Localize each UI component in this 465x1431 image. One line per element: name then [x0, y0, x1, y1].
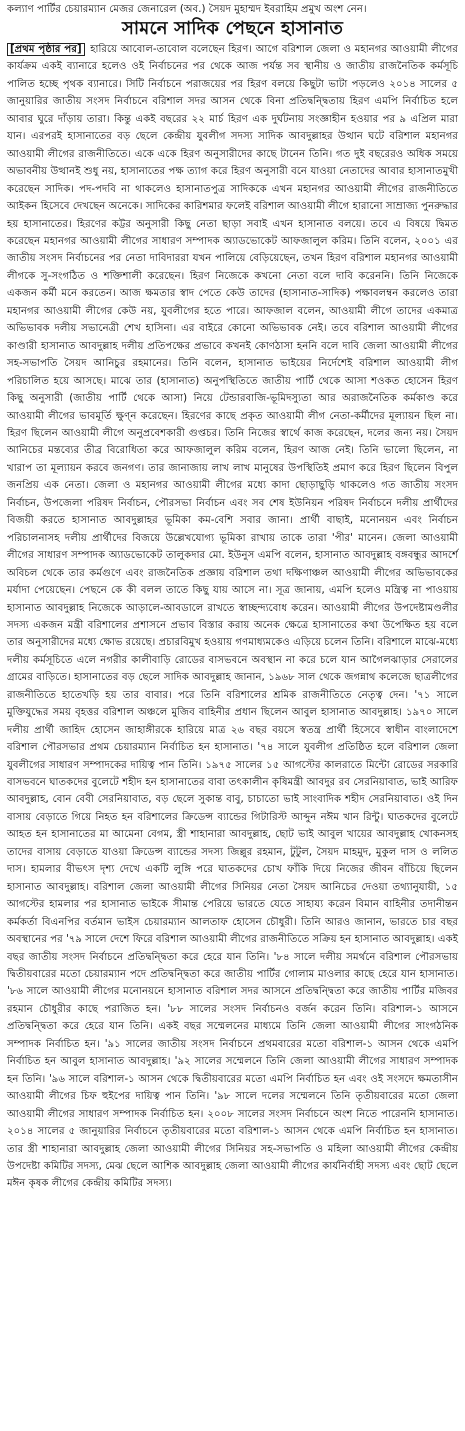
- previous-article-tail: কল্যাণ পার্টির চেয়ারম্যান মেজর জেনারেল (অব.) সৈয়দ মুহাম্মদ ইবরাহিম প্রমুখ অংশ নেন।: [7, 4, 367, 15]
- article-headline: সামনে সাদিক পেছনে হাসানাত: [121, 18, 344, 39]
- article-body: [7, 41, 458, 1193]
- continuation-label: [প্রথম পৃষ্ঠার পর]: [7, 43, 85, 56]
- article-text: হারিয়ে আবোল-তাবোল বলেছেন হিরণ। আগে বরিশাল জেলা ও মহানগর আওয়ামী লীগের কার্যক্রম একই ব্যানারে হলেও ওই নির্বাচনের পর থেকে আজ পর্যন্ত সব স্থানীয় ও জাতীয় রাজনৈতিক কর্মসূচি পালিত হচ্ছে পৃথক ব্যানারে। সিটি নির্বাচনে পরাজয়ের পর হিরণ বলয়ে কিছুটা ভাটা পড়লেও ২০১৪ সালের ৫ জানুয়ারির জাতীয় সংসদ নির্বাচনে বরিশাল সদর আসন থেকে বিনা প্রতিদ্বন্দ্বিতায় হিরণ এমপি নির্বাচিত হলে আবার ঘুরে দাঁড়ায় তারা। কিন্তু একই বছরের ২২ মার্চ হিরণ এক দুর্ঘটনায় সংজ্ঞাহীন হওয়ার পর ৯ এপ্রিল মারা যান। এরপরই হাসানাতের বড় ছেলে কেন্দ্রীয় যুবলীগ সদস্য সাদিক আবদুল্লাহর উত্থান ঘটে বরিশাল মহানগর আওয়ামী লীগের রাজনীতিতে। একে একে হিরণ অনুসারীদের কাছে টানেন তিনি। গত দুই বছরেরও অধিক সময়ে অভাবনীয় উত্থানই শুধু নয়, হাসানাতের পক্ষ ত্যাগ করে হিরণ অনুসারী বনে যাওয়া নেতাদের আবার হাসানাতমুখী করেছেন সাদিক। পদ-পদবি না থাকলেও হাসানাতপুত্র সাদিককে এখন মহানগর আওয়ামী লীগের রাজনীতিতে আইকন হিসেবে দেখছেন অনেকে। সাদিকের কারিশমার ফলেই বরিশাল আওয়ামী লীগে হারানো সাম্রাজ্য পুনরুদ্ধার হয় হাসানাতের। হিরণের কট্টর অনুসারী কিছু নেতা ছাড়া সবাই এখন হাসানাত বলয়ে। তবে এ বিষয়ে দ্বিমত করেছেন মহানগর আওয়ামী লীগের সাধারণ সম্পাদক অ্যাডভোকেট আফজালুল করিম। তিনি বলেন, ২০০১ এর জাতীয় সংসদ নির্বাচনের পর নেতা দাবিদাররা যখন পালিয়ে বেড়িয়েছেন, তখন হিরণ বরিশাল মহানগর আওয়ামী লীগকে সু-সংগঠিত ও শক্তিশালী করেছেন। হিরণ নিজেকে কখনো নেতা বলে দাবি করেননি। তিনি নিজেকে একজন কর্মী মনে করতেন। আজ ক্ষমতার স্বাদ পেতে কেউ তাদের (হাসানাত-সাদিক) পক্ষাবলম্বন করলেও তারা মহানগর আওয়ামী লীগের কেউ নয়, যুবলীগের হতে পারে। আফজাল বলেন, আওয়ামী লীগে তাদের একমাত্র অভিভাবক দলীয় সভানেত্রী শেখ হাসিনা। এর বাইরে কোনো অভিভাবক নেই। তবে বরিশাল আওয়ামী লীগের কাণ্ডারী হাসানাত আবদুল্লাহ দলীয় প্রতিপক্ষের প্রভাবে কখনই কোণঠাসা হননি বলে দাবি জেলা আওয়ামী লীগের সহ-সভাপতি সৈয়দ আনিচুর রহমানের। তিনি বলেন, হাসানাত ভাইয়ের নির্দেশেই বরিশাল আওয়ামী লীগ পরিচালিত হয়ে আসছে। মাঝে তার (হাসানাত) অনুপস্থিতিতে জাতীয় পার্টি থেকে আসা শওকত হোসেন হিরণ কিছু অনুসারী (জাতীয় পার্টি থেকে আসা) নিয়ে টেন্ডারবাজি-ভূমিদস্যুতা আর অরাজনৈতিক কর্মকাণ্ড করে আওয়ামী লীগের ভাবমূর্তি ক্ষুণ্ন করেছেন। হিরণের কাছে প্রকৃত আওয়ামী লীগ নেতা-কর্মীদের মূল্যায়ন ছিল না। হিরণ ছিলেন আওয়ামী লীগে অনুপ্রবেশকারী গুপ্তচর। তিনি নিজের স্বার্থে কাজ করেছেন, দলের জন্য নয়। সৈয়দ আনিচের মন্তব্যের তীব্র বিরোধিতা করে আফজালুল করিম বলেন, হিরণ আজ নেই। তিনি ভালো ছিলেন, না খারাপ তা মূল্যায়ন করবে জনগণ। তার জানাজায় লাখ লাখ মানুষের উপস্থিতিই প্রমাণ করে হিরণ ছিলেন বিপুল জনপ্রিয় এক নেতা। জেলা ও মহানগর আওয়ামী লীগের মধ্যে কাদা ছোড়াছুড়ি থাকলেও গত জাতীয় সংসদ নির্বাচন, উপজেলা পরিষদ নির্বাচন, পৌরসভা নির্বাচন এবং সব শেষ ইউনিয়ন পরিষদ নির্বাচনে দলীয় প্রার্থীদের বিজয়ী করতে হাসানাত আবদুল্লাহর ভূমিকা কম-বেশি সবার জানা। প্রার্থী বাছাই, মনোনয়ন এবং নির্বাচন পরিচালনাসহ দলীয় প্রার্থীদের বিজয়ে উল্লেখযোগ্য ভূমিকা রাখায় তাকে তারা 'পীর' মানেন। জেলা আওয়ামী লীগের সাধারণ সম্পাদক অ্যাডভোকেট তালুকদার মো. ইউনুস এমপি বলেন, হাসানাত আবদুল্লাহ বঙ্গবন্ধুর আদর্শে অবিচল থেকে তার কর্মগুণে এবং রাজনৈতিক প্রজ্ঞায় বরিশাল তথা দক্ষিণাঞ্চল আওয়ামী লীগের অভিভাবকের মর্যাদা পেয়েছেন। পেছনে কে কী বলল তাতে কিছু যায় আসে না। সূত্র জানায়, এমপি হলেও মন্ত্রিত্ব না পাওয়ায় হাসানাত আবদুল্লাহ নিজেকে আড়ালে-আবডালে রাখতে স্বাচ্ছন্দ্যবোধ করেন। আওয়ামী লীগের উপদেষ্টামণ্ডলীর সদস্য একজন মন্ত্রী বরিশালের প্রশাসনে প্রভাব বিস্তার করায় অনেক ক্ষেত্রে হাসানাতের কথা উপেক্ষিত হয় বলে তার অনুসারীদের মধ্যে ক্ষোভ রয়েছে। প্রচারবিমুখ হওয়ায় গণমাধ্যমকেও এড়িয়ে চলেন তিনি। বরিশালে মাঝে-মধ্যে দলীয় কর্মসূচিতে এলে নগরীর কালীবাড়ি রোডের বাসভবনে অবস্থান না করে চলে যান আগৈলঝাড়ার সেরালের গ্রামের বাড়িতে। হাসানাতের বড় ছেলে সাদিক আবদুল্লাহ জানান, ১৯৬৮ সাল থেকে জগন্নাথ কলেজে ছাত্রলীগের রাজনীতিতে হাতেখড়ি হয় তার বাবার। পরে তিনি বরিশালের শ্রমিক রাজনীতিতে নেতৃত্ব দেন। '৭১ সালে মুক্তিযুদ্ধের সময় বৃহত্তর বরিশাল অঞ্চলে মুজিব বাহিনীর প্রধান ছিলেন আবুল হাসানাত আবদুল্লাহ। ১৯৭০ সালে দলীয় প্রার্থী জাহিদ হোসেন জাহাঙ্গীরকে হারিয়ে মাত্র ২৬ বছর বয়সে স্বতন্ত্র প্রার্থী হিসেবে স্বাধীন বাংলাদেশে বরিশাল পৌরসভার প্রথম চেয়ারম্যান নির্বাচিত হন হাসানাত। '৭৪ সালে যুবলীগ প্রতিষ্ঠিত হলে বরিশাল জেলা যুবলীগের সাধারণ সম্পাদকের দায়িত্ব পান তিনি। ১৯৭৫ সালের ১৫ আগস্টের কালরাতে মিন্টো রোডের সরকারি বাসভবনে ঘাতকদের বুলেটে শহীদ হন হাসানাতের বাবা তৎকালীন কৃষিমন্ত্রী আবদুর রব সেরনিয়াবাত, ভাই আরিফ আবদুল্লাহ, বোন বেবী সেরনিয়াবাত, বড় ছেলে সুকান্ত বাবু, চাচাতো ভাই সাংবাদিক শহীদ সেরনিয়াবাত। ওই দিন বাসায় বেড়াতে গিয়ে নিহত হন বরিশালের ক্রিডেন্স ব্যান্ডের গিটারিস্ট আব্দুন নঈম খান রিন্টু। ঘাতকদের বুলেটে আহত হন হাসানাতের মা আমেনা বেগম, স্ত্রী শাহানারা আবদুল্লাহ, ছোট ভাই আবুল খায়ের আবদুল্লাহ খোকনসহ তাদের বাসায় বেড়াতে যাওয়া ক্রিডেন্স ব্যান্ডের সদস্য জিল্লুর রহমান, টুটুল, সৈয়দ মাহমুদ, মুকুল দাস ও ললিত দাস। হামলার বীভৎস দৃশ্য দেখে একটি লুঙ্গি পরে ঘাতকদের চোখ ফাঁকি দিয়ে নিজের জীবন বাঁচিয়ে ছিলেন হাসানাত আবদুল্লাহ। বরিশাল জেলা আওয়ামী লীগের সিনিয়র নেতা সৈয়দ আনিচের দেওয়া তথ্যানুযায়ী, ১৫ আগস্টের হামলার পর হাসানাত ভাইকে সীমান্ত পেরিয়ে ভারতে যেতে সাহায্য করেন বিমান বাহিনীর তদানীন্তন কর্মকর্তা বিএনপির বর্তমান ভাইস চেয়ারম্যান আলতাফ হোসেন চৌধুরী। তিনি আরও জানান, ভারতে চার বছর অবস্থানের পর '৭৯ সালে দেশে ফিরে বরিশাল আওয়ামী লীগের রাজনীতিতে সক্রিয় হন হাসানাত আবদুল্লাহ। একই বছর জাতীয় সংসদ নির্বাচনে প্রতিদ্বন্দ্বিতা করে হেরে যান তিনি। '৮৪ সালে দলীয় সমর্থনে বরিশাল পৌরসভায় দ্বিতীয়বারের মতো চেয়ারম্যান পদে প্রতিদ্বন্দ্বিতা করে জাতীয় পার্টির গোলাম মাওলার কাছে হেরে যান হাসানাত। '৮৬ সালে আওয়ামী লীগের মনোনয়নে হাসানাত বরিশাল সদর আসনে প্রতিদ্বন্দ্বিতা করে জাতীয় পার্টির মজিবর রহমান চৌধুরীর কাছে পরাজিত হন। '৮৮ সালের সংসদ নির্বাচনও বর্জন করেন তিনি। বরিশাল-১ আসনে প্রতিদ্বন্দ্বিতা করে হেরে যান তিনি। একই বছর সম্মেলনের মাধ্যমে তিনি জেলা আওয়ামী লীগের সাংগঠনিক সম্পাদক নির্বাচিত হন। '৯১ সালের জাতীয় সংসদ নির্বাচনে প্রথমবারের মতো বরিশাল-১ আসন থেকে এমপি নির্বাচিত হন আবুল হাসানাত আবদুল্লাহ। '৯২ সালের সম্মেলনে তিনি জেলা আওয়ামী লীগের সাধারণ সম্পাদক হন তিনি। '৯৬ সালে বরিশাল-১ আসন থেকে দ্বিতীয়বারের মতো এমপি নির্বাচিত হন এবং ওই সংসদে ক্ষমতাসীন আওয়ামী লীগের চিফ হুইপের দায়িত্ব পান তিনি। '৯৮ সালে দলের সম্মেলনে তিনি তৃতীয়বারের মতো জেলা আওয়ামী লীগের সাধারণ সম্পাদক নির্বাচিত হন। ২০০৮ সালের সংসদ নির্বাচনে অংশ নিতে পারেননি হাসানাত। ২০১৪ সালের ৫ জানুয়ারির নির্বাচনে তৃতীয়বারের মতো বরিশাল-১ আসন থেকে এমপি নির্বাচিত হন হাসানাত। তার স্ত্রী শাহানারা আবদুল্লাহ জেলা আওয়ামী লীগের সিনিয়র সহ-সভাপতি ও মহিলা আওয়ামী লীগের কেন্দ্রীয় উপদেষ্টা কমিটির সদস্য, মেঝ ছেলে আশিক আবদুল্লাহ জেলা আওয়ামী লীগের কার্যনির্বাহী সদস্য এবং ছোট ছেলে মঈন কৃষক লীগের কেন্দ্রীয় কমিটির সদস্য।: [7, 44, 458, 1190]
